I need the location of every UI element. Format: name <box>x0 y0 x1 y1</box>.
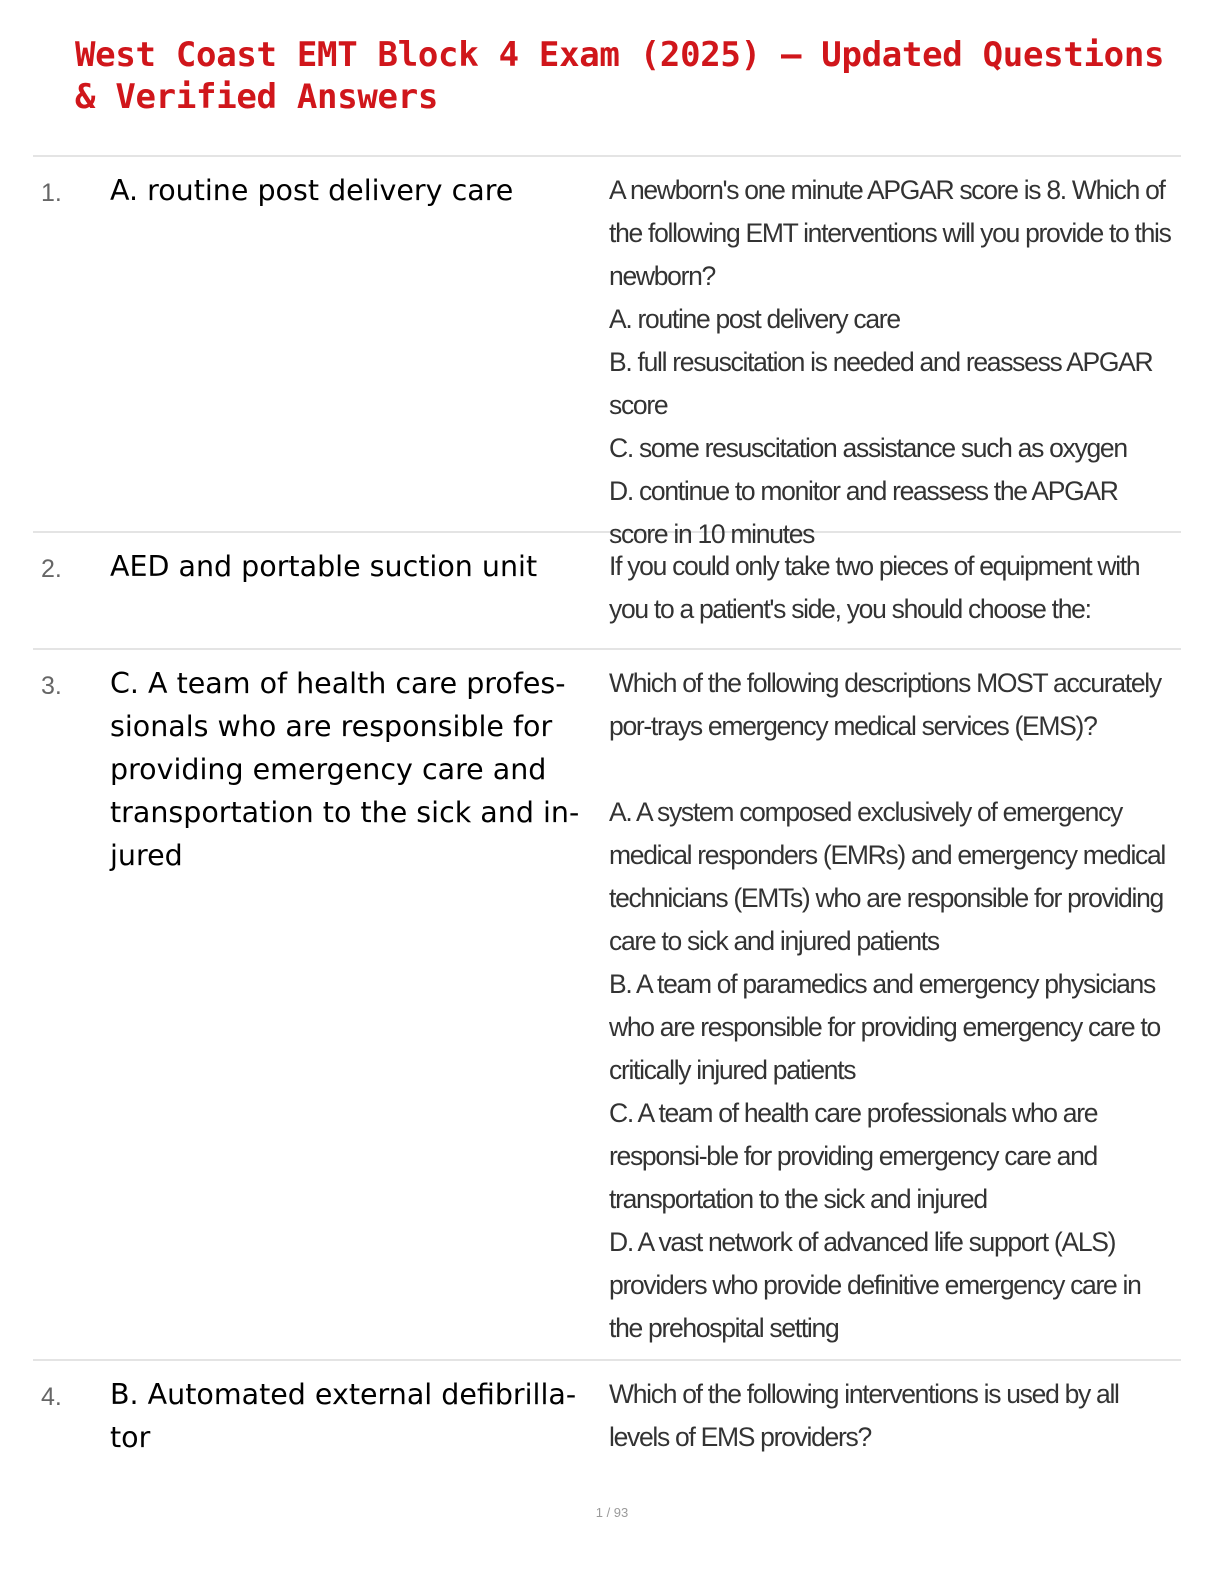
question-text: Which of the following interventions is used by all levels of EMS providers? <box>609 1379 1119 1452</box>
qa-row <box>33 157 1181 549</box>
question-text: Which of the following descriptions MOST accurately por-trays emergency medical services (EMS)? A. A system composed exclusively of emergency medical responders (EMRs) and emergency medical technicians (EMTs) who are responsible for providing care to sick and injured patients B. A team of paramedics and emergency physicians who are responsible for providing emergency care to critically injured patients C. A team of health care professionals who are responsi-ble for providing emergency care and transportation to the sick and injured D. A vast network of advanced life support (ALS) providers who provide definitive emergency care in the prehospital setting <box>609 668 1166 1343</box>
question-number: 3. <box>41 672 62 700</box>
question-number: 2. <box>41 555 62 583</box>
answer-text: A. routine post delivery care <box>110 174 514 207</box>
answer-text: C. A team of health care profes-sionals who are responsible for providing emergency care and transportation to the sick and in-jured <box>110 667 580 872</box>
qa-row <box>33 1361 1181 1471</box>
question-number: 4. <box>41 1383 62 1411</box>
question-text: A newborn's one minute APGAR score is 8. Which of the following EMT interventions will you provide to this newborn? A. routine post delivery care B. full resuscitation is needed and reassess APGAR score C. some resuscitation assistance such as oxygen D. continue to monitor and reassess the APGAR score in 10 minutes <box>609 175 1171 549</box>
qa-row <box>33 650 1181 1361</box>
question-text: If you could only take two pieces of equipment with you to a patient's side, you should choose the: <box>609 551 1140 624</box>
document-title: West Coast EMT Block 4 Exam (2025) – Updated Questions & Verified Answers <box>75 35 1165 117</box>
question-answer-list <box>33 155 1181 1471</box>
question-number: 1. <box>41 179 62 207</box>
answer-text: B. Automated external defibrilla-tor <box>110 1378 577 1454</box>
answer-text: AED and portable suction unit <box>110 550 538 583</box>
page-indicator: 1 / 93 <box>595 1505 629 1520</box>
qa-row <box>33 533 1181 650</box>
